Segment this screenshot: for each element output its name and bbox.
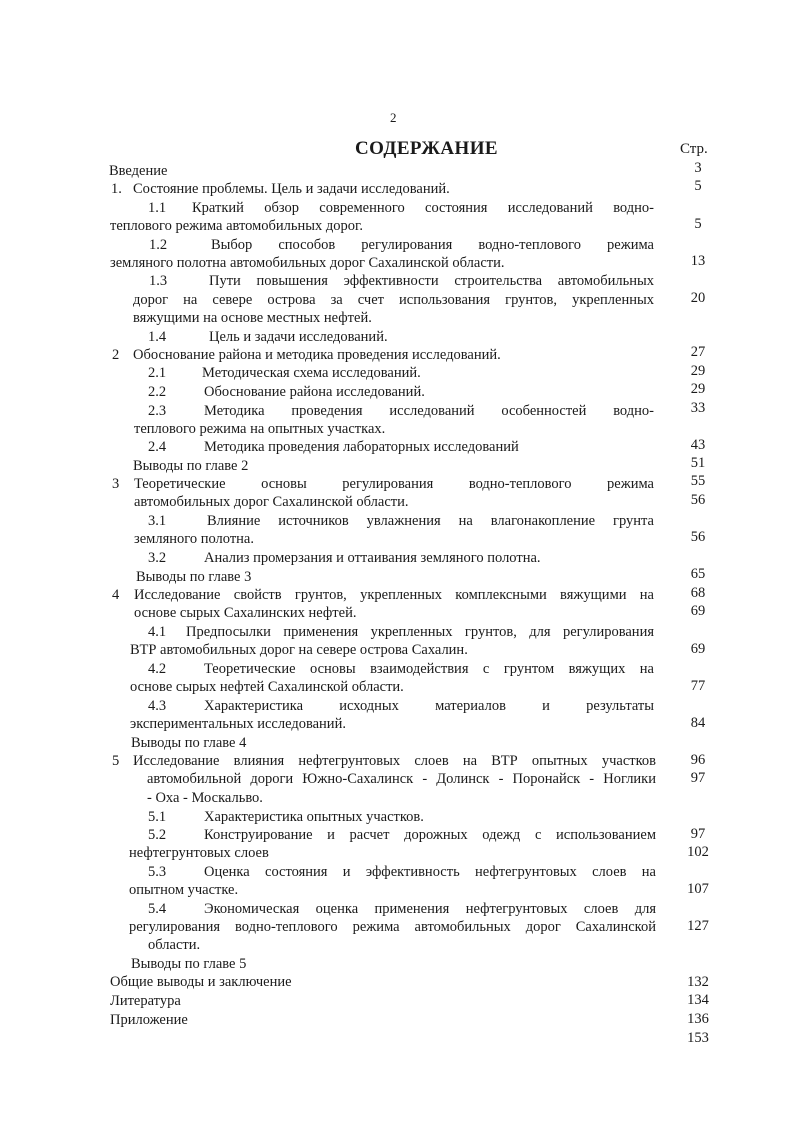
toc-entry-chapter-4-cont: основе сырых Сахалинских нефтей. xyxy=(134,605,357,621)
toc-number: 3.1 xyxy=(148,513,167,529)
toc-page-number: 96 xyxy=(690,752,706,768)
toc-page-number: 102 xyxy=(687,844,709,860)
toc-page-number: 65 xyxy=(690,566,706,582)
toc-entry-5-2-cont: нефтегрунтовых слоев xyxy=(129,845,269,861)
toc-entry-5-4: Экономическая оценка применения нефтегрунтовых слоев для xyxy=(204,901,656,917)
toc-entry-5-3-cont: опытном участке. xyxy=(129,882,239,898)
toc-entry-5-4-cont: регулирования водно-теплового режима автомобильных дорог Сахалинской xyxy=(129,919,656,935)
toc-number: 4.3 xyxy=(148,698,167,714)
toc-page-number: 97 xyxy=(690,770,706,786)
toc-entry-intro: Введение xyxy=(109,163,168,179)
toc-page-number: 13 xyxy=(690,253,706,269)
toc-number: 4.1 xyxy=(148,624,167,640)
toc-entry-chapter-1: Состояние проблемы. Цель и задачи исследований. xyxy=(133,181,450,197)
toc-number: 1.1 xyxy=(148,200,167,216)
toc-page-number: 43 xyxy=(690,437,706,453)
toc-number: 1. xyxy=(111,181,122,197)
toc-entry-general-conclusions: Общие выводы и заключение xyxy=(110,974,292,990)
toc-page-number: 55 xyxy=(690,473,706,489)
toc-page-number: 56 xyxy=(690,529,706,545)
page-title: СОДЕРЖАНИЕ xyxy=(355,138,498,159)
toc-page-number: 153 xyxy=(687,1030,709,1046)
toc-entry-chapter-3: Теоретические основы регулирования водно-теплового режима xyxy=(134,476,654,492)
toc-entry-2-3-cont: теплового режима на опытных участках. xyxy=(134,421,386,437)
toc-entry-4-3-cont: экспериментальных исследований. xyxy=(130,716,346,732)
toc-entry-chapter-3-cont: автомобильных дорог Сахалинской области. xyxy=(134,494,409,510)
toc-page-number: 27 xyxy=(690,344,706,360)
toc-page-number: 5 xyxy=(694,216,702,232)
toc-entry-5-4-cont: области. xyxy=(148,937,201,953)
toc-entry-conclusions-3: Выводы по главе 3 xyxy=(136,569,252,585)
toc-entry-3-1-cont: земляного полотна. xyxy=(134,531,254,547)
toc-entry-2-4: Методика проведения лабораторных исследований xyxy=(204,439,519,455)
page-column-header: Стр. xyxy=(680,141,708,157)
toc-number: 5.1 xyxy=(148,809,167,825)
toc-entry-1-4: Цель и задачи исследований. xyxy=(209,329,388,345)
toc-entry-2-2: Обоснование района исследований. xyxy=(204,384,425,400)
toc-entry-4-1-cont: ВТР автомобильных дорог на севере острова Сахалин. xyxy=(130,642,468,658)
toc-entry-3-1: Влияние источников увлажнения на влагонакопление грунта xyxy=(207,513,654,529)
toc-number: 5 xyxy=(112,753,120,769)
toc-page-number: 136 xyxy=(687,1011,709,1027)
toc-entry-appendix: Приложение xyxy=(110,1012,188,1028)
toc-number: 2.1 xyxy=(148,365,167,381)
toc-page-number: 134 xyxy=(687,992,709,1008)
toc-entry-1-2: Выбор способов регулирования водно-теплового режима xyxy=(211,237,654,253)
toc-page-number: 56 xyxy=(690,492,706,508)
toc-entry-chapter-5-cont: - Оха - Москальво. xyxy=(147,790,263,806)
toc-number: 5.2 xyxy=(148,827,167,843)
toc-number: 5.4 xyxy=(148,901,167,917)
toc-entry-1-1: Краткий обзор современного состояния исследований водно- xyxy=(192,200,654,216)
toc-entry-1-3: Пути повышения эффективности строительства автомобильных xyxy=(209,273,654,289)
toc-number: 2 xyxy=(112,347,120,363)
toc-entry-1-3-cont: дорог на севере острова за счет использования грунтов, укрепленных xyxy=(133,292,654,308)
toc-page-number: 33 xyxy=(690,400,706,416)
toc-entry-chapter-2: Обоснование района и методика проведения исследований. xyxy=(133,347,501,363)
toc-entry-4-1: Предпосылки применения укрепленных грунтов, для регулирования xyxy=(186,624,654,640)
toc-entry-chapter-5-cont: автомобильной дороги Южно-Сахалинск - Долинск - Поронайск - Ноглики xyxy=(147,771,656,787)
toc-entry-2-1: Методическая схема исследований. xyxy=(202,365,421,381)
toc-entry-conclusions-4: Выводы по главе 4 xyxy=(131,735,247,751)
toc-number: 2.3 xyxy=(148,403,167,419)
toc-entry-4-2: Теоретические основы взаимодействия с грунтом вяжущих на xyxy=(204,661,654,677)
toc-entry-5-3: Оценка состояния и эффективность нефтегрунтовых слоев на xyxy=(204,864,656,880)
toc-number: 3 xyxy=(112,476,120,492)
toc-page-number: 127 xyxy=(687,918,709,934)
toc-page-number: 5 xyxy=(694,178,702,194)
toc-page-number: 69 xyxy=(690,603,706,619)
toc-entry-conclusions-2: Выводы по главе 2 xyxy=(133,458,249,474)
toc-entry-5-2: Конструирование и расчет дорожных одежд с использованием xyxy=(204,827,656,843)
toc-number: 4 xyxy=(112,587,120,603)
toc-number: 2.4 xyxy=(148,439,167,455)
toc-number: 3.2 xyxy=(148,550,167,566)
toc-page-number: 20 xyxy=(690,290,706,306)
toc-entry-4-3: Характеристика исходных материалов и результаты xyxy=(204,698,654,714)
toc-entry-1-1-cont: теплового режима автомобильных дорог. xyxy=(110,218,363,234)
toc-entry-conclusions-5: Выводы по главе 5 xyxy=(131,956,247,972)
toc-page-number: 107 xyxy=(687,881,709,897)
toc-entry-5-1: Характеристика опытных участков. xyxy=(204,809,424,825)
toc-entry-1-2-cont: земляного полотна автомобильных дорог Сахалинской области. xyxy=(110,255,505,271)
toc-number: 4.2 xyxy=(148,661,167,677)
page-number: 2 xyxy=(390,110,397,125)
toc-number: 1.3 xyxy=(149,273,168,289)
toc-entry-chapter-4: Исследование свойств грунтов, укрепленных комплексными вяжущими на xyxy=(134,587,654,603)
toc-page-number: 29 xyxy=(690,381,706,397)
toc-page-number: 97 xyxy=(690,826,706,842)
toc-number: 1.2 xyxy=(149,237,168,253)
toc-entry-1-3-cont: вяжущими на основе местных нефтей. xyxy=(133,310,372,326)
toc-entry-3-2: Анализ промерзания и оттаивания земляного полотна. xyxy=(204,550,541,566)
toc-page-number: 69 xyxy=(690,641,706,657)
toc-entry-2-3: Методика проведения исследований особенностей водно- xyxy=(204,403,654,419)
toc-page-number: 132 xyxy=(687,974,709,990)
toc-page-number: 77 xyxy=(690,678,706,694)
toc-number: 1.4 xyxy=(148,329,167,345)
toc-page-number: 3 xyxy=(694,160,702,176)
toc-number: 5.3 xyxy=(148,864,167,880)
toc-entry-literature: Литература xyxy=(110,993,181,1009)
toc-entry-4-2-cont: основе сырых нефтей Сахалинской области. xyxy=(130,679,404,695)
toc-page-number: 68 xyxy=(690,585,706,601)
toc-number: 2.2 xyxy=(148,384,167,400)
toc-entry-chapter-5: Исследование влияния нефтегрунтовых слоев на ВТР опытных участков xyxy=(133,753,656,769)
toc-page-number: 29 xyxy=(690,363,706,379)
toc-page-number: 51 xyxy=(690,455,706,471)
toc-page-number: 84 xyxy=(690,715,706,731)
